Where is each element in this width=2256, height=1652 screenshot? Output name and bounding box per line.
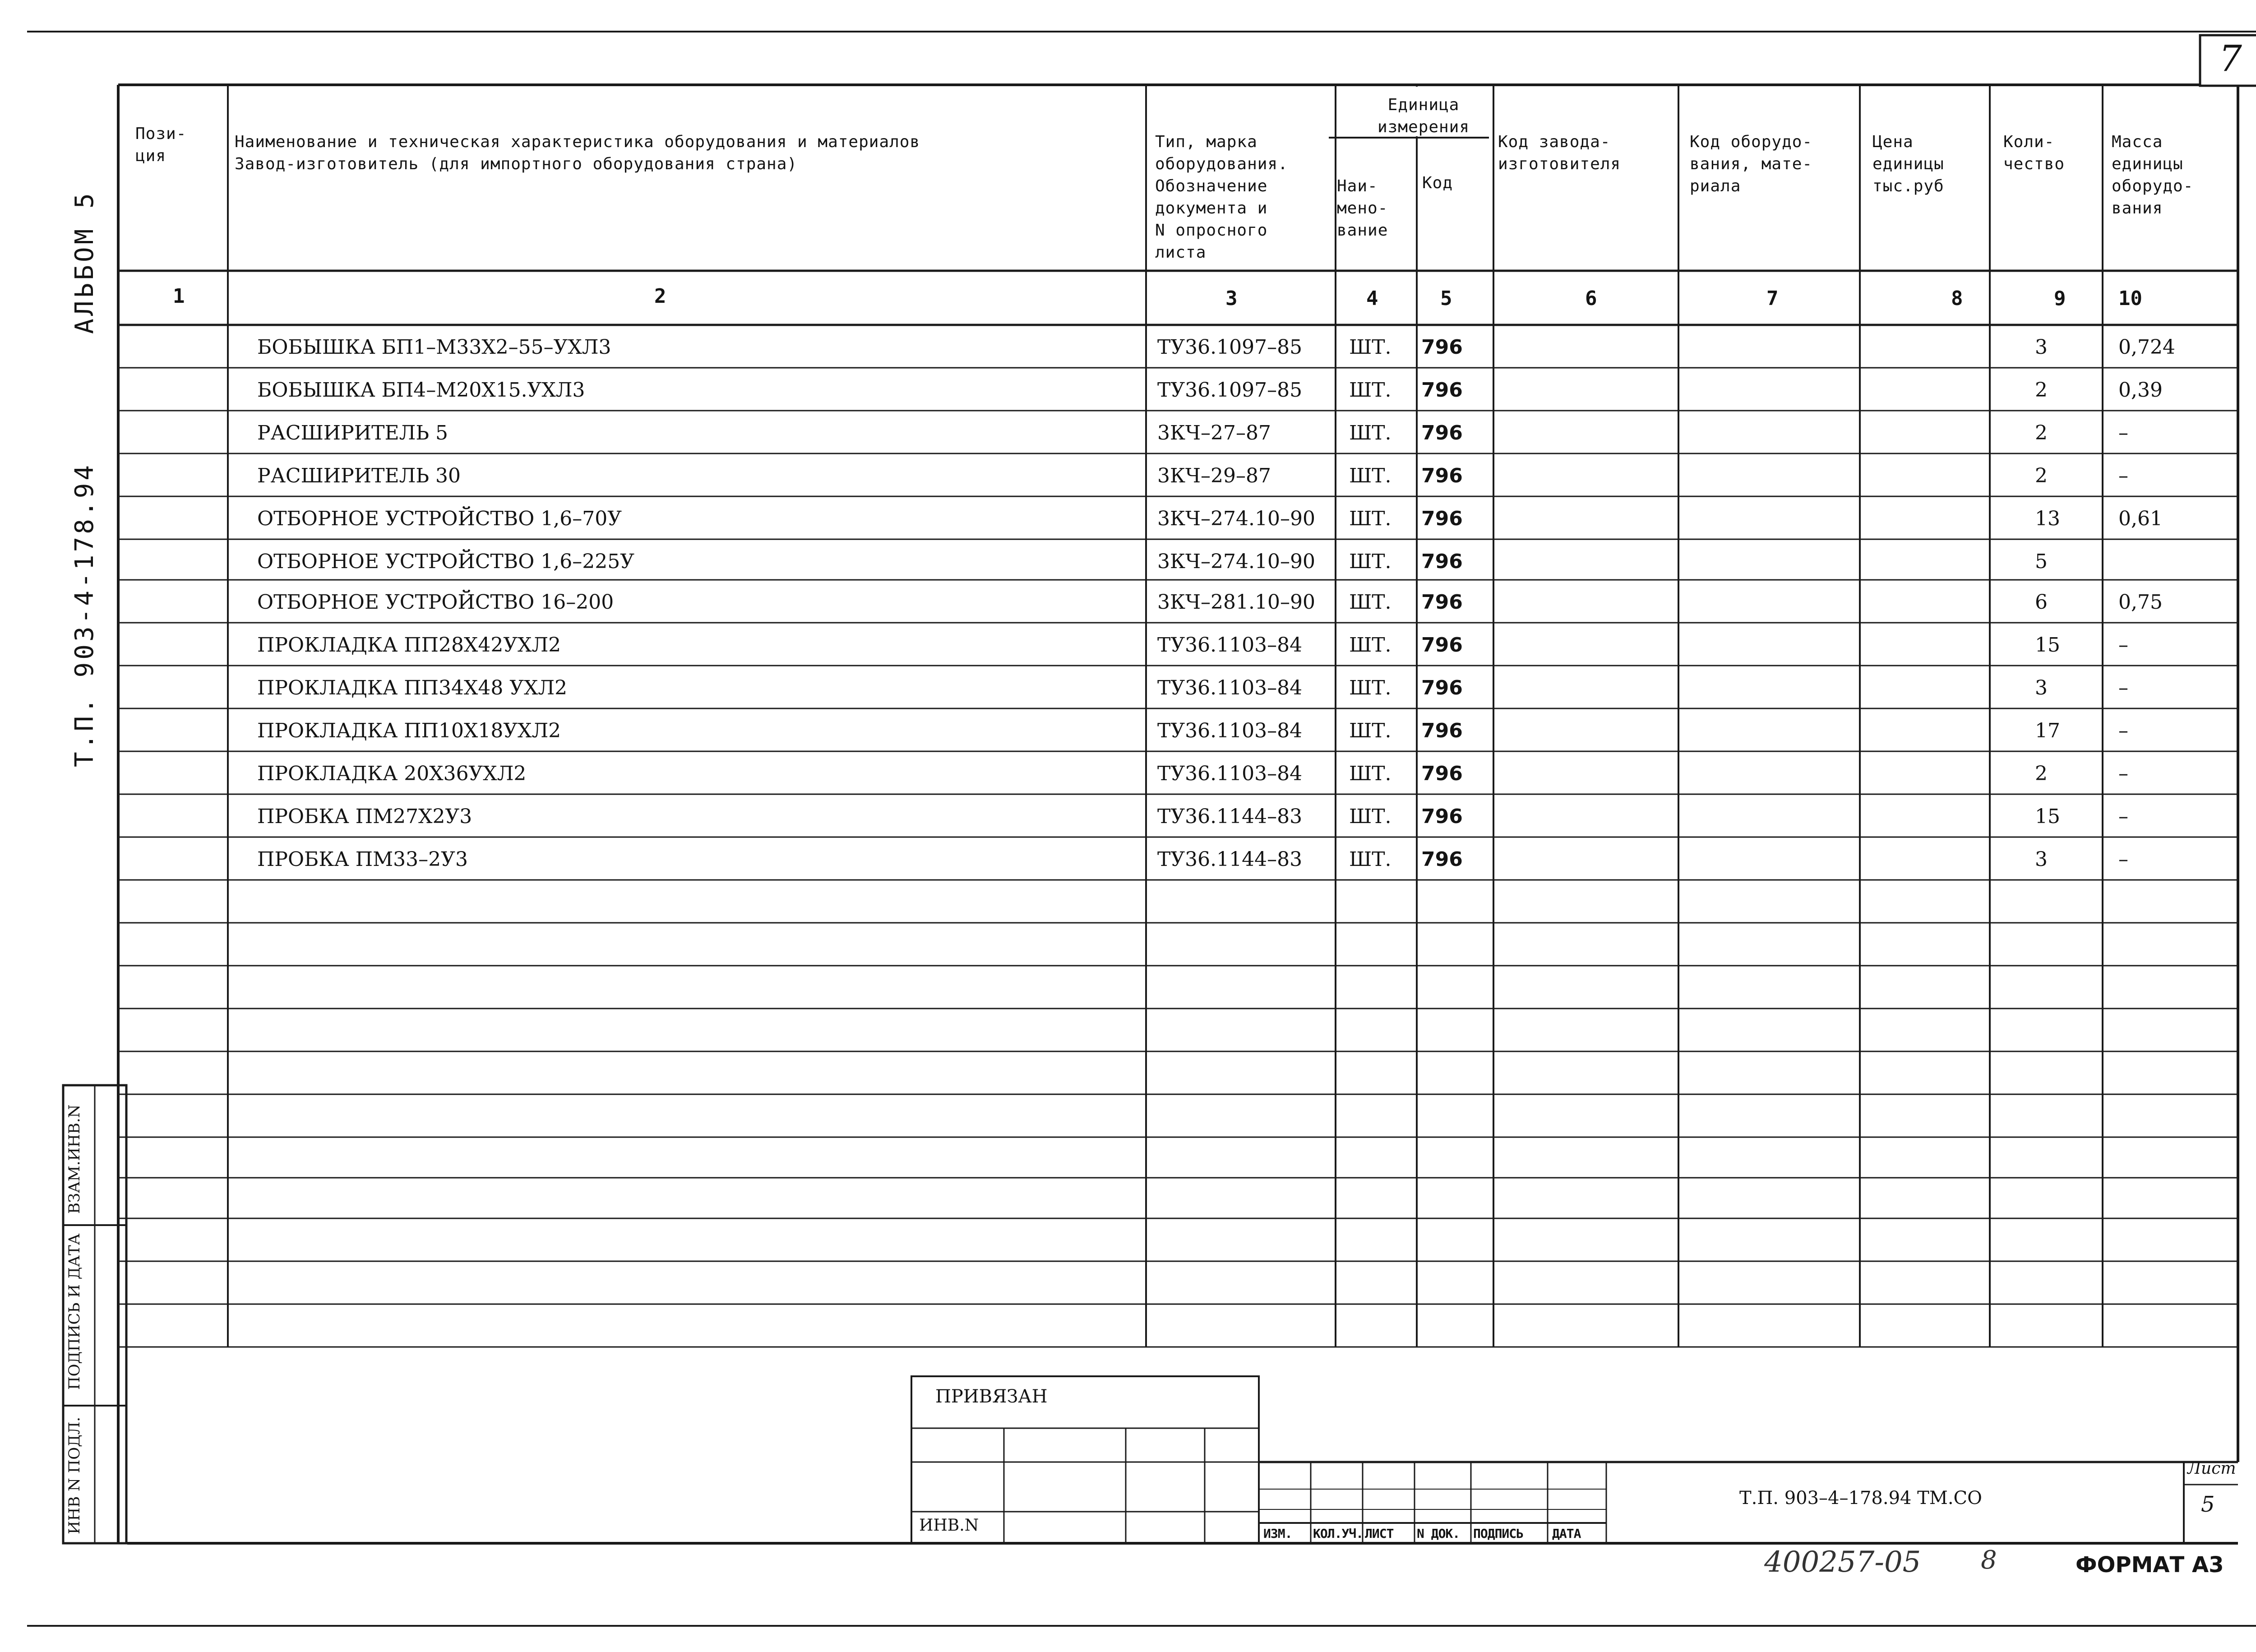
tied-block-inv: ИНВ.N <box>919 1516 979 1535</box>
row-quantity: 6 <box>2035 591 2048 614</box>
col-number-10: 10 <box>2118 287 2142 310</box>
col-plant-code-header: Код завода- изготовителя <box>1498 133 1621 173</box>
col-number-2: 2 <box>654 285 666 308</box>
row-name: ОТБОРНОЕ УСТРОЙСТВО 1,6–225У <box>257 550 634 573</box>
row-unit: ШТ. <box>1349 805 1392 828</box>
title-block-header: КОЛ.УЧ. <box>1313 1526 1364 1541</box>
signature-date-label: ПОДПИСЬ И ДАТА <box>65 1233 83 1390</box>
col-number-7: 7 <box>1766 287 1779 310</box>
row-unit: ШТ. <box>1349 550 1392 573</box>
row-mass: – <box>2118 421 2128 444</box>
format-label: ФОРМАТ А3 <box>2076 1552 2224 1578</box>
title-block-designation: Т.П. 903–4–178.94 ТМ.СО <box>1739 1488 1982 1509</box>
title-block-header: ДАТА <box>1552 1526 1581 1541</box>
row-unit: ШТ. <box>1349 336 1392 359</box>
col-number-5: 5 <box>1440 287 1452 310</box>
row-type: ТУ36.1097–85 <box>1157 379 1303 402</box>
row-type: ТУ36.1103–84 <box>1157 634 1303 657</box>
row-mass: – <box>2118 464 2128 487</box>
row-unit-code: 796 <box>1421 591 1463 614</box>
album-label: АЛЬБОМ 5 <box>70 190 99 334</box>
row-mass: – <box>2118 676 2128 699</box>
title-block-header: N ДОК. <box>1417 1526 1460 1541</box>
row-mass: – <box>2118 719 2128 742</box>
row-unit-code: 796 <box>1421 762 1463 785</box>
row-type: 3КЧ–281.10–90 <box>1157 591 1316 614</box>
row-name: БОБЫШКА БП1–М33Х2–55–УХЛ3 <box>257 336 611 359</box>
row-unit-code: 796 <box>1421 550 1463 573</box>
row-type: 3КЧ–27–87 <box>1157 421 1271 444</box>
row-unit-code: 796 <box>1421 336 1463 359</box>
sheet-label: Лист <box>2187 1459 2236 1478</box>
col-unit-group-header: Единица измерения <box>1377 96 1470 136</box>
row-unit: ШТ. <box>1349 464 1392 487</box>
row-type: 3КЧ–29–87 <box>1157 464 1271 487</box>
row-type: 3КЧ–274.10–90 <box>1157 550 1316 573</box>
row-name: РАСШИРИТЕЛЬ 30 <box>257 464 461 487</box>
row-name: ПРОКЛАДКА 20Х36УХЛ2 <box>257 762 527 785</box>
row-mass: 0,61 <box>2118 507 2163 530</box>
col-mass-header: Масса единицы оборудо- вания <box>2112 133 2194 217</box>
row-name: ПРОКЛАДКА ПП34Х48 УХЛ2 <box>257 676 568 699</box>
row-unit: ШТ. <box>1349 507 1392 530</box>
copy-sheet-number: 8 <box>1981 1546 1997 1575</box>
row-name: ПРОБКА ПМ27Х2У3 <box>257 805 472 828</box>
col-number-3: 3 <box>1225 287 1238 310</box>
row-mass: – <box>2118 805 2128 828</box>
row-unit-code: 796 <box>1421 507 1463 530</box>
title-block-header: ИЗМ. <box>1263 1526 1292 1541</box>
row-name: РАСШИРИТЕЛЬ 5 <box>257 421 448 444</box>
sheet-corner-number: 7 <box>2219 37 2242 79</box>
tied-block-title: ПРИВЯЗАН <box>935 1386 1048 1407</box>
col-number-6: 6 <box>1585 287 1597 310</box>
col-type-header: Тип, марка оборудования. Обозначение документа и N опросного листа <box>1155 133 1288 262</box>
copy-number: 400257-05 <box>1764 1546 1921 1579</box>
row-quantity: 15 <box>2035 634 2060 657</box>
row-unit-code: 796 <box>1421 848 1463 871</box>
row-quantity: 2 <box>2035 762 2048 785</box>
col-unit-name-header: Наи- мено- вание <box>1337 177 1388 240</box>
row-quantity: 15 <box>2035 805 2060 828</box>
row-type: ТУ36.1097–85 <box>1157 336 1303 359</box>
replaced-inv-label: ВЗАМ.ИНВ.N <box>65 1104 83 1214</box>
row-name: ПРОБКА ПМ33–2У3 <box>257 848 468 871</box>
row-type: ТУ36.1144–83 <box>1157 805 1303 828</box>
col-unit-code-header: Код <box>1422 174 1453 192</box>
row-name: ПРОКЛАДКА ПП28Х42УХЛ2 <box>257 634 561 657</box>
row-unit-code: 796 <box>1421 676 1463 699</box>
col-number-4: 4 <box>1366 287 1378 310</box>
row-unit: ШТ. <box>1349 379 1392 402</box>
row-unit: ШТ. <box>1349 676 1392 699</box>
col-price-header: Цена единицы тыс.руб <box>1872 133 1944 195</box>
row-mass: 0,724 <box>2118 336 2175 359</box>
row-quantity: 2 <box>2035 421 2048 444</box>
row-quantity: 3 <box>2035 336 2048 359</box>
row-mass: 0,39 <box>2118 379 2163 402</box>
col-equipment-code-header: Код оборудо- вания, мате- риала <box>1690 133 1813 195</box>
row-mass: – <box>2118 848 2128 871</box>
row-name: ОТБОРНОЕ УСТРОЙСТВО 1,6–70У <box>257 507 622 530</box>
row-type: 3КЧ–274.10–90 <box>1157 507 1316 530</box>
row-quantity: 2 <box>2035 464 2048 487</box>
row-mass: 0,75 <box>2118 591 2163 614</box>
row-unit-code: 796 <box>1421 719 1463 742</box>
row-unit: ШТ. <box>1349 848 1392 871</box>
col-number-1: 1 <box>173 285 185 308</box>
row-type: ТУ36.1103–84 <box>1157 762 1303 785</box>
row-unit-code: 796 <box>1421 634 1463 657</box>
row-quantity: 17 <box>2035 719 2060 742</box>
col-number-9: 9 <box>2054 287 2066 310</box>
row-unit: ШТ. <box>1349 421 1392 444</box>
row-unit: ШТ. <box>1349 719 1392 742</box>
row-unit-code: 796 <box>1421 379 1463 402</box>
row-name: ПРОКЛАДКА ПП10Х18УХЛ2 <box>257 719 561 742</box>
row-mass: – <box>2118 762 2128 785</box>
row-unit: ШТ. <box>1349 762 1392 785</box>
row-unit-code: 796 <box>1421 805 1463 828</box>
row-name: ОТБОРНОЕ УСТРОЙСТВО 16–200 <box>257 591 614 614</box>
title-block-header: ЛИСТ <box>1365 1526 1394 1541</box>
title-block-header: ПОДПИСЬ <box>1473 1526 1524 1541</box>
row-type: ТУ36.1144–83 <box>1157 848 1303 871</box>
row-quantity: 5 <box>2035 550 2048 573</box>
row-type: ТУ36.1103–84 <box>1157 676 1303 699</box>
row-quantity: 3 <box>2035 676 2048 699</box>
col-quantity-header: Коли- чество <box>2003 133 2065 173</box>
row-quantity: 13 <box>2035 507 2060 530</box>
col-position-header: Пози- ция <box>135 125 187 165</box>
inv-original-label: ИНВ N ПОДЛ. <box>65 1417 83 1534</box>
col-number-8: 8 <box>1951 287 1963 310</box>
row-unit-code: 796 <box>1421 421 1463 444</box>
row-type: ТУ36.1103–84 <box>1157 719 1303 742</box>
sheet-number: 5 <box>2201 1492 2215 1517</box>
row-quantity: 3 <box>2035 848 2048 871</box>
row-mass: – <box>2118 634 2128 657</box>
row-unit: ШТ. <box>1349 591 1392 614</box>
project-designation: Т.П. 903-4-178.94 <box>70 462 99 767</box>
row-quantity: 2 <box>2035 379 2048 402</box>
row-name: БОБЫШКА БП4–М20Х15.УХЛ3 <box>257 379 585 402</box>
row-unit: ШТ. <box>1349 634 1392 657</box>
row-unit-code: 796 <box>1421 464 1463 487</box>
col-name-header: Наименование и техническая характеристика оборудования и материалов Завод-изготовитель (для импортного оборудования страна) <box>235 133 920 173</box>
